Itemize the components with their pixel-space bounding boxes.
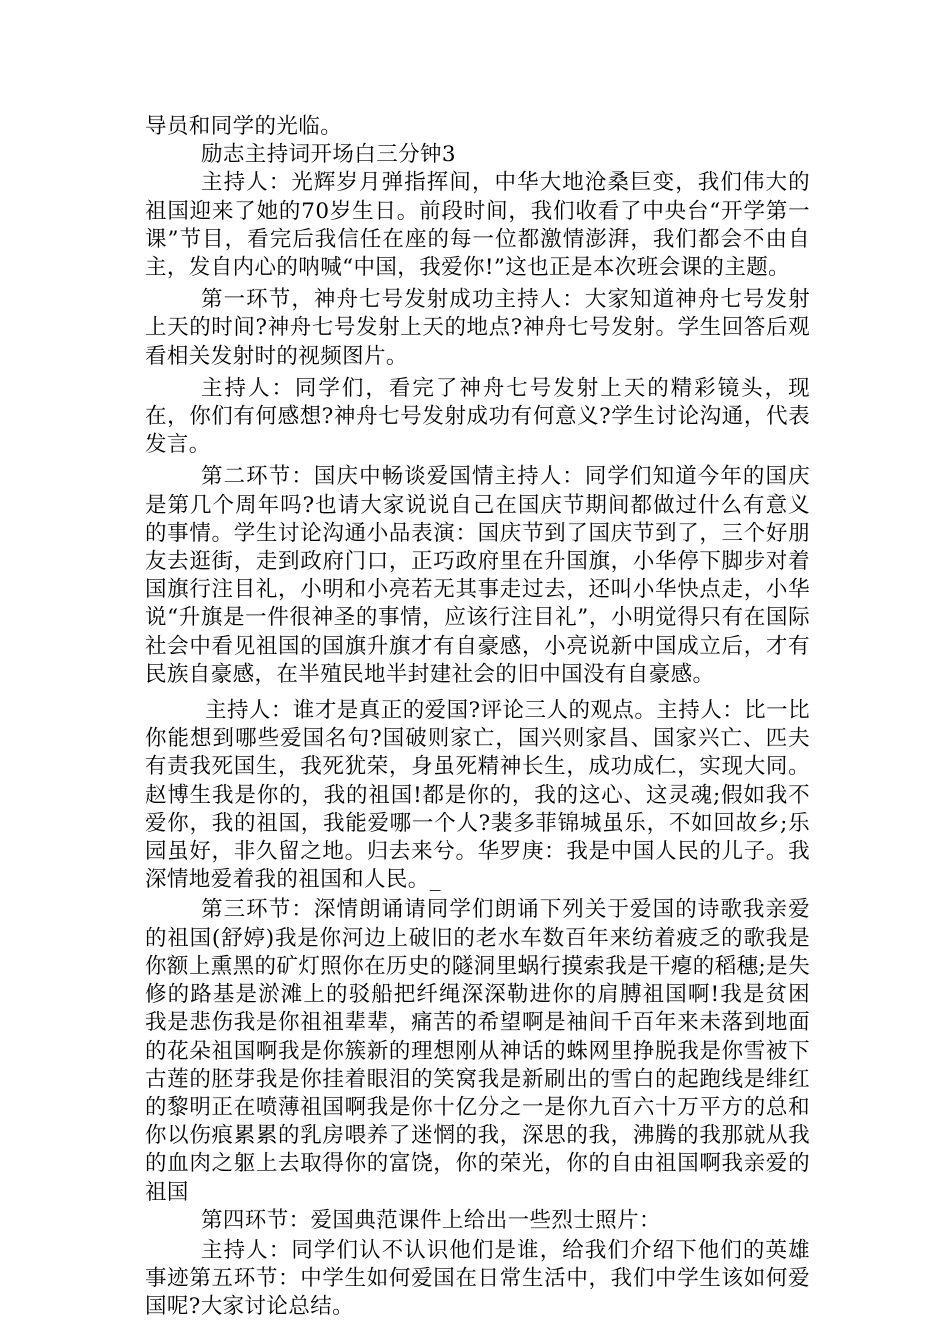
paragraph-closing-thanks: 导员和同学的光临。 xyxy=(145,114,343,139)
paragraph-segment-one: 第一环节，神舟七号发射成功主持人：大家知道神舟七号发射上天的时间?神舟七号发射上天的地点?神舟七号发射。学生回答后观看相关发射时的视频图片。 xyxy=(145,287,810,369)
document-page xyxy=(145,113,810,1322)
paragraph-segment-four: 第四环节：爱国典范课件上给出一些烈士照片： xyxy=(201,1207,661,1233)
paragraph-host-question: 主持人：同学们，看完了神舟七号发射上天的精彩镜头，现在，你们有何感想?神舟七号发射成功有何意义?学生讨论沟通，代表发言。 xyxy=(145,375,810,458)
paragraph-section-heading: 励志主持词开场白三分钟3 xyxy=(201,142,456,168)
paragraph-segment-three-poem: 第三环节：深情朗诵请同学们朗诵下列关于爱国的诗歌我亲爱的祖国(舒婷)我是你河边上破旧的老水车数百年来纺着疲乏的歌我是你额上熏黑的矿灯照你在历史的隧洞里蜗行摸索我是干瘪的稻穗;是失修的路基是淤滩上的驳船把纤绳深深勒进你的肩膊祖国啊!我是贫困我是悲伤我是你祖祖辈辈，痛苦的希望啊是袖间千百年来未落到地面的花朵祖国啊我是你簇新的理想刚从神话的蛛网里挣脱我是你雪被下古莲的胚芽我是你挂着眼泪的笑窝我是新刷出的雪白的起跑线是绯红的黎明正在喷薄祖国啊我是你十亿分之一是你九百六十万平方的总和你以伤痕累累的乳房喂养了迷惘的我，深思的我，沸腾的我那就从我的血肉之躯上去取得你的富饶，你的荣光，你的自由祖国啊我亲爱的祖国 xyxy=(145,897,810,1205)
paragraph-host-opening: 主持人：光辉岁月弹指挥间，中华大地沧桑巨变，我们伟大的祖国迎来了她的70岁生日。前段时间，我们收看了中央台“开学第一课”节目，看完后我信任在座的每一位都激情澎湃，我们都会不由自主，发自内心的呐喊“中国，我爱你!”这也正是本次班会课的主题。 xyxy=(145,170,810,281)
paragraph-segment-five: 主持人：同学们认不认识他们是谁，给我们介绍下他们的英雄事迹第五环节：中学生如何爱国在日常生活中，我们中学生该如何爱国呢?大家讨论总结。 xyxy=(145,1237,810,1320)
paragraph-patriotic-quotes: 主持人：谁才是真正的爱国?评论三人的观点。主持人：比一比你能想到哪些爱国名句?国破则家亡，国兴则家昌、国家兴亡、匹夫有责我死国生，我死犹荣，身虽死精神长生，成功成仁，实现大同。赵博生我是你的，我的祖国!都是你的，我的这心、这灵魂;假如我不爱你，我的祖国，我能爱哪一个人?裴多菲锦城虽乐，不如回故乡;乐园虽好，非久留之地。归去来兮。华罗庚：我是中国人民的儿子。我深情地爱着我的祖国和人民。_ xyxy=(145,698,810,893)
paragraph-segment-two: 第二环节：国庆中畅谈爱国情主持人：同学们知道今年的国庆是第几个周年吗?也请大家说说自己在国庆节期间都做过什么有意义的事情。学生讨论沟通小品表演：国庆节到了国庆节到了，三个好朋友去逛街，走到政府门口，正巧政府里在升国旗，小华停下脚步对着国旗行注目礼，小明和小亮若无其事走过去，还叫小华快点走，小华说“升旗是一件很神圣的事情，应该行注目礼”，小明觉得只有在国际社会中看见祖国的国旗升旗才有自豪感，小亮说新中国成立后，才有民族自豪感，在半殖民地半封建社会的旧中国没有自豪感。 xyxy=(145,464,810,687)
